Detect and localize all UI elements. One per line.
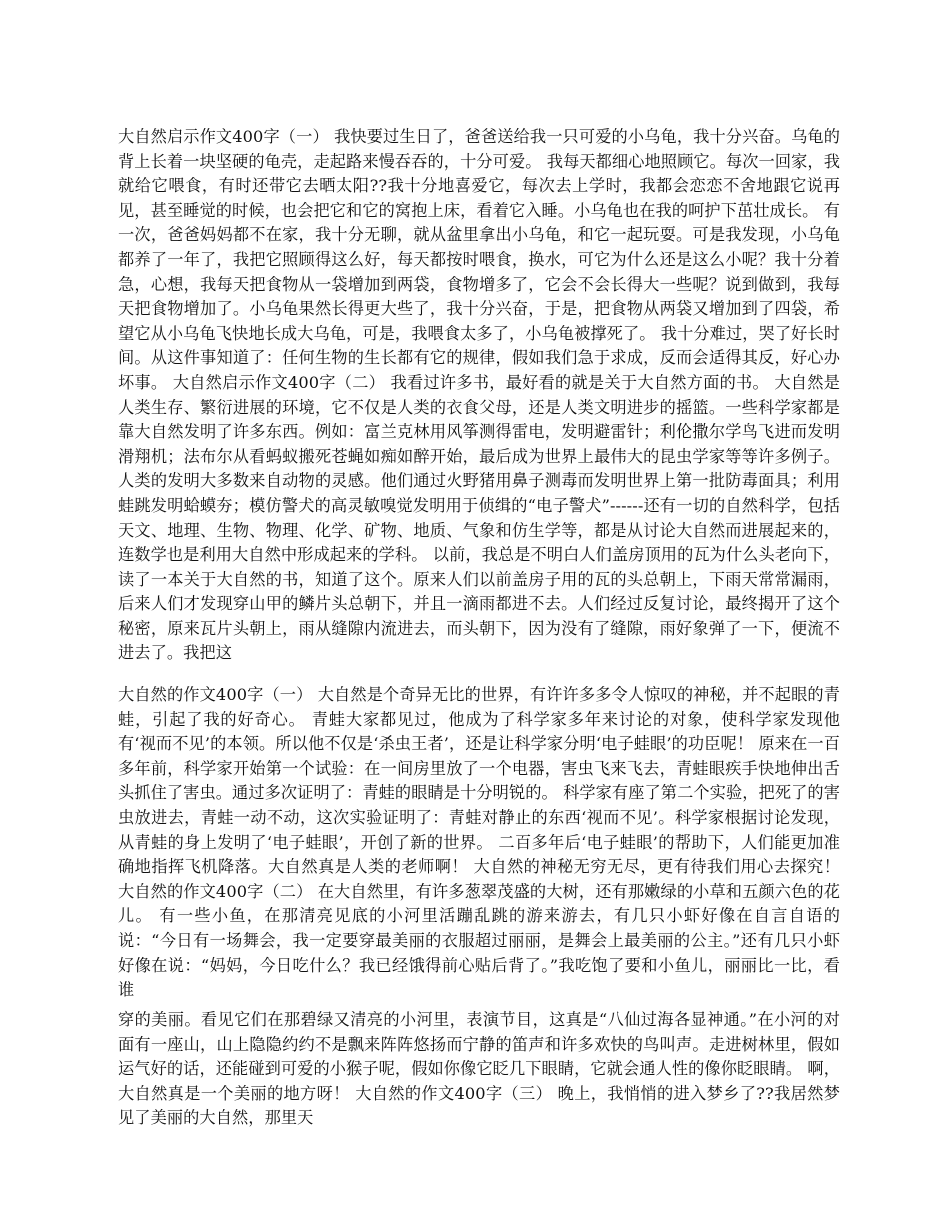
paragraph-1: 大自然启示作文400字（一） 我快要过生日了，爸爸送给我一只可爱的小乌龟，我十分兴奋。乌龟的背上长着一块坚硬的龟壳，走起路来慢吞吞的，十分可爱。 我每天都细心地照顾它。每次一回家，我就给它喂食，有时还带它去晒太阳??我十分地喜爱它，每次去上学时，我都会恋恋不舍地跟它说再见，甚至睡觉的时候，也会把它和它的窝抱上床，看着它入睡。小乌龟也在我的呵护下茁壮成长。 有一次，爸爸妈妈都不在家，我十分无聊，就从盆里拿出小乌龟，和它一起玩耍。可是我发现，小乌龟都养了一年了，我把它照顾得这么好，每天都按时喂食，换水，可它为什么还是这么小呢？我十分着急，心想，我每天把食物从一袋增加到两袋，食物增多了，它会不会长得大一些呢？说到做到，我每天把食物增加了。小乌龟果然长得更大些了，我十分兴奋，于是，把食物从两袋又增加到了四袋，希望它从小乌龟飞快地长成大乌龟，可是，我喂食太多了，小乌龟被撑死了。 我十分难过，哭了好长时间。从这件事知道了：任何生物的生长都有它的规律，假如我们急于求成，反而会适得其反，好心办坏事。 大自然启示作文400字（二） 我看过许多书，最好看的就是关于大自然方面的书。 大自然是人类生存、繁衍进展的环境，它不仅是人类的衣食父母，还是人类文明进步的摇篮。一些科学家都是靠大自然发明了许多东西。例如：富兰克林用风筝测得雷电，发明避雷针；利伦撒尔学鸟飞进而发明滑翔机；法布尔从看蚂蚁搬死苍蝇如痴如醉开始，最后成为世界上最伟大的昆虫学家等等许多例子。人类的发明大多数来自动物的灵感。他们通过火野猪用鼻子测毒而发明世界上第一批防毒面具；利用蛙跳发明蛤蟆夯；模仿警犬的高灵敏嗅觉发明用于侦缉的“电子警犬”------还有一切的自然科学，包括天文、地理、生物、物理、化学、矿物、地质、气象和仿生学等，都是从讨论大自然而进展起来的，连数学也是利用大自然中形成起来的学科。 以前，我总是不明白人们盖房顶用的瓦为什么头老向下，读了一本关于大自然的书，知道了这个。原来人们以前盖房子用的瓦的头总朝上，下雨天常常漏雨，后来人们才发现穿山甲的鳞片头总朝下，并且一滴雨都进不去。人们经过反复讨论，最终揭开了这个秘密，原来瓦片头朝上，雨从缝隙内流进去，而头朝下，因为没有了缝隙，雨好象弹了一下，便流不进去了。我把这	[118, 127, 840, 663]
paragraph-3: 穿的美丽。看见它们在那碧绿又清亮的小河里，表演节目，这真是“八仙过海各显神通。”在小河的对面有一座山，山上隐隐约约不是飘来阵阵悠扬而宁静的笛声和许多欢快的鸟叫声。走进树林里，假如运气好的话，还能碰到可爱的小猴子呢，假如你像它眨几下眼睛，它就会通人性的像你眨眼睛。 啊，大自然真是一个美丽的地方呀！ 大自然的作文400字（三） 晚上，我悄悄的进入梦乡了??我居然梦见了美丽的大自然，那里天	[118, 1010, 840, 1128]
paragraph-2: 大自然的作文400字（一） 大自然是个奇异无比的世界，有许许多多令人惊叹的神秘，并不起眼的青蛙，引起了我的好奇心。 青蛙大家都见过，他成为了科学家多年来讨论的对象，使科学家发现他有‘视而不见’的本领。所以他不仅是‘杀虫王者’，还是让科学家分明‘电子蛙眼’的功臣呢！ 原来在一百多年前，科学家开始第一个试验：在一间房里放了一个电器，害虫飞来飞去，青蛙眼疾手快地伸出舌头抓住了害虫。通过多次证明了：青蛙的眼睛是十分明锐的。 科学家有座了第二个实验，把死了的害虫放进去，青蛙一动不动，这次实验证明了：青蛙对静止的东西‘视而不见’。科学家根据讨论发现，从青蛙的身上发明了‘电子蛙眼’，开创了新的世界。 二百多年后‘电子蛙眼’的帮助下，人们能更加准确地指挥飞机降落。大自然真是人类的老师啊！ 大自然的神秘无穷无尽，更有待我们用心去探究！ 大自然的作文400字（二） 在大自然里，有许多葱翠茂盛的大树，还有那嫩绿的小草和五颜六色的花儿。 有一些小鱼，在那清亮见底的小河里活蹦乱跳的游来游去，有几只小虾好像在自言自语的说：“今日有一场舞会，我一定要穿最美丽的衣服超过丽丽，是舞会上最美丽的公主。”还有几只小虾好像在说：“妈妈，今日吃什么？我已经饿得前心贴后背了。”我吃饱了要和小鱼儿，丽丽比一比，看谁	[118, 685, 840, 1000]
